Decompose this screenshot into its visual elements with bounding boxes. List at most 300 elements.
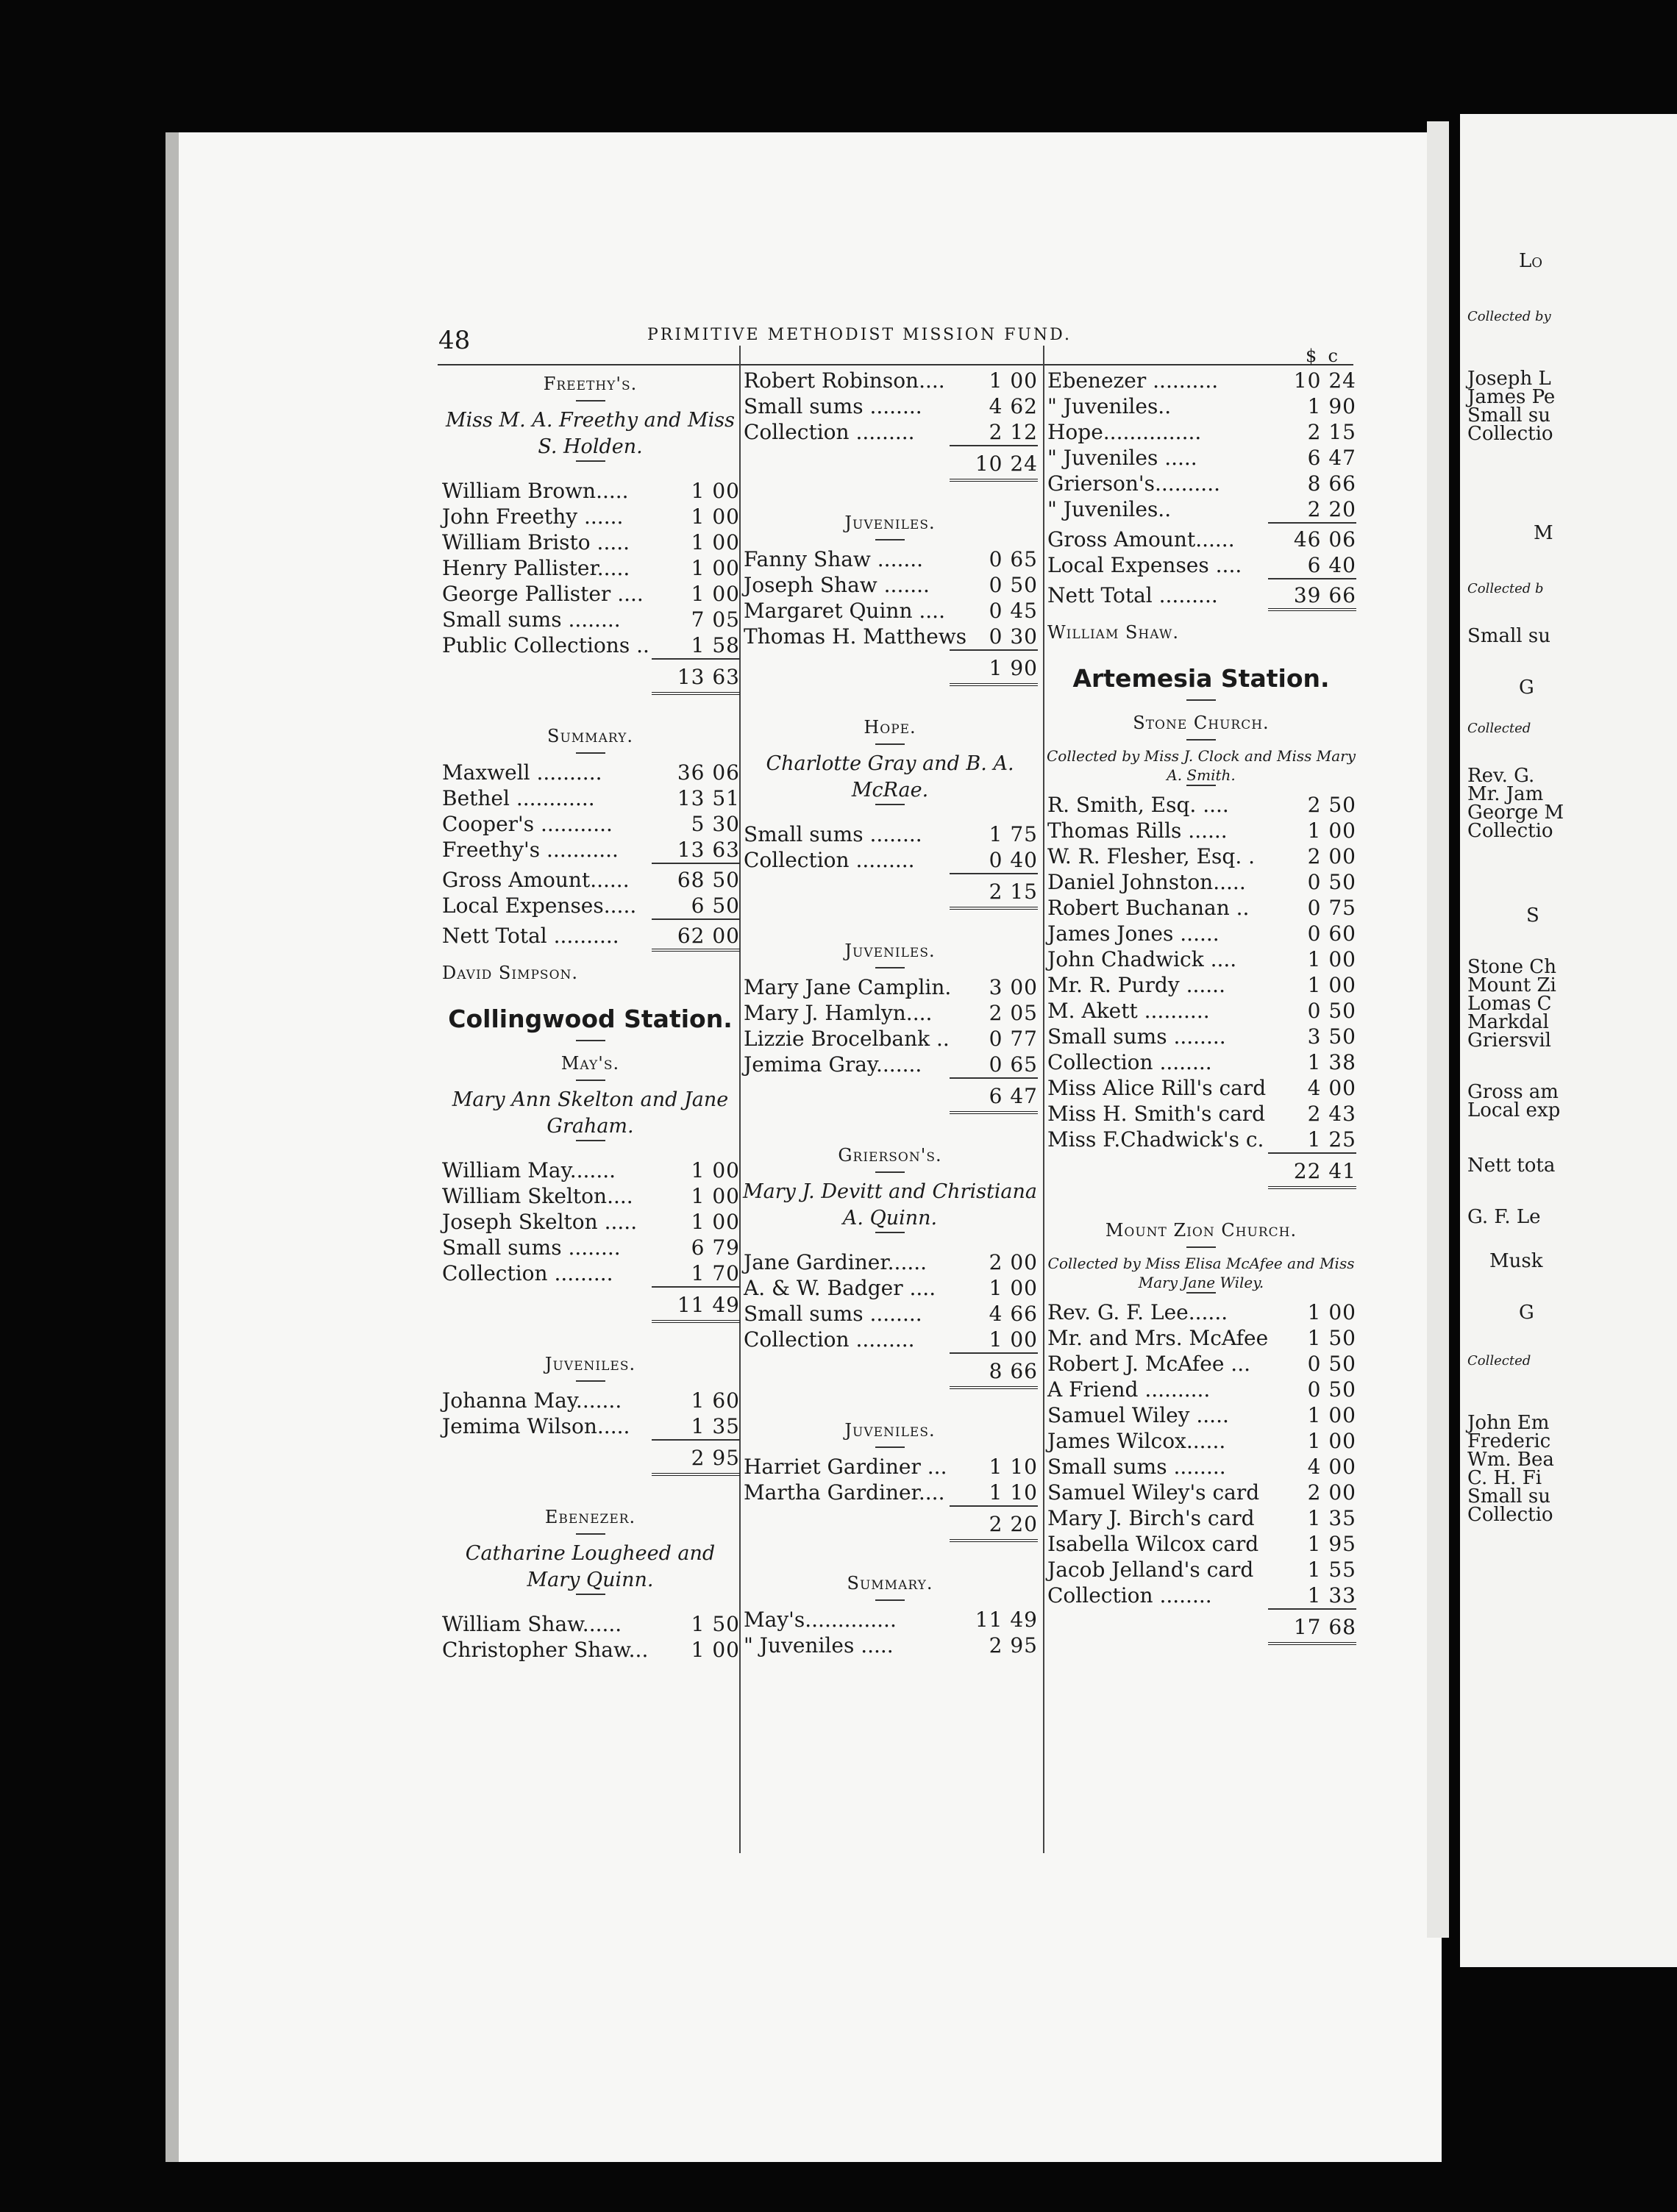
entry-amount: 4 00 <box>1307 1076 1356 1100</box>
entry-row <box>1043 1024 1359 1049</box>
section-dash <box>875 1171 905 1179</box>
entry-name: A. & W. Badger .... <box>744 1276 936 1300</box>
entry-name: Jacob Jelland's card <box>1047 1558 1254 1582</box>
entry-amount: 1 00 <box>1307 818 1356 843</box>
section-dash <box>576 400 605 407</box>
entry-row <box>1043 496 1359 522</box>
right-page-fragment: Small su <box>1467 1485 1550 1508</box>
signature-name: David Simpson. <box>442 963 579 983</box>
entry-name: Johanna May....... <box>442 1388 622 1413</box>
entry-name: " Juveniles ..... <box>744 1633 894 1658</box>
subtotal-row <box>739 1357 1041 1386</box>
subtotal-amount: 10 24 <box>975 452 1038 476</box>
right-page-fragment: Griersvil <box>1467 1030 1551 1052</box>
entry-row <box>1043 1351 1359 1377</box>
subtotal-amount: 17 68 <box>1293 1615 1356 1639</box>
entry-amount: 2 20 <box>1307 497 1356 521</box>
section-dash <box>1186 1292 1216 1299</box>
entry-amount: 0 77 <box>989 1027 1038 1051</box>
section-heading: Mount Zion Church. <box>1105 1220 1297 1241</box>
entry-name: William May....... <box>442 1158 616 1182</box>
right-page-fragment: Joseph L <box>1467 368 1551 390</box>
entry-row <box>739 546 1041 572</box>
section-dash <box>576 460 605 468</box>
right-page-fragment: Musk <box>1489 1250 1543 1272</box>
entry-row <box>438 1611 743 1637</box>
entry-row <box>739 1301 1041 1327</box>
subtotal-double-rule <box>950 1111 1038 1120</box>
right-page-fragment: S <box>1526 905 1539 927</box>
collectors-line: Miss M. A. Freethy and Miss S. Holden. <box>445 409 736 458</box>
entry-row <box>1043 1505 1359 1531</box>
entry-amount: 1 35 <box>1307 1506 1356 1530</box>
section-dash <box>1186 785 1216 792</box>
section-heading: May's. <box>560 1053 620 1074</box>
section-heading: Freethy's. <box>543 374 638 394</box>
entry-amount: 2 43 <box>1307 1102 1356 1126</box>
currency-header <box>1306 346 1338 366</box>
section-dash <box>875 804 905 811</box>
entry-row <box>1043 843 1359 869</box>
right-page-fragment: Gross am <box>1467 1081 1559 1103</box>
entry-name: M. Akett .......... <box>1047 999 1210 1023</box>
entry-row <box>438 785 743 811</box>
entry-amount: 0 30 <box>989 624 1038 649</box>
entry-name: Ebenezer .......... <box>1047 368 1219 393</box>
section-dash <box>576 1594 605 1601</box>
right-page-fragment: John Em <box>1467 1412 1550 1434</box>
entry-amount: 0 40 <box>989 848 1038 872</box>
entry-name: Samuel Wiley's card <box>1047 1480 1260 1505</box>
entry-name: George Pallister .... <box>442 582 644 606</box>
entry-row <box>1043 869 1359 895</box>
spacer <box>739 488 1041 507</box>
section-dash <box>576 1533 605 1541</box>
entry-row <box>739 1275 1041 1301</box>
spacer <box>438 1482 743 1501</box>
entry-amount: 0 60 <box>1307 921 1356 946</box>
entry-name: Miss F.Chadwick's c. <box>1047 1127 1264 1152</box>
entry-amount: 2 05 <box>989 1001 1038 1025</box>
collectors-line: Collected by Miss J. Clock and Miss Mary A. Smith. <box>1046 747 1356 784</box>
right-page-fragment: Collectio <box>1467 820 1553 842</box>
entry-amount: 1 58 <box>691 633 740 657</box>
entry-amount: 0 50 <box>1307 1377 1356 1402</box>
entry-row <box>1043 419 1359 445</box>
entry-amount: 1 00 <box>989 368 1038 393</box>
entry-name: Mary Jane Camplin. <box>744 975 952 999</box>
entry-row <box>739 1000 1041 1026</box>
spacer <box>438 1601 743 1611</box>
entry-amount: 0 65 <box>989 547 1038 571</box>
page-title: PRIMITIVE METHODIST MISSION FUND. <box>647 326 1072 344</box>
entry-name: Joseph Skelton ..... <box>442 1210 638 1234</box>
collectors-line: Mary Ann Skelton and Jane Graham. <box>452 1088 729 1138</box>
entry-amount: 1 33 <box>1307 1583 1356 1608</box>
entry-name: Gross Amount...... <box>442 868 630 892</box>
section-heading: Juveniles. <box>844 1420 936 1441</box>
spacer <box>438 1329 743 1348</box>
entry-name: Nett Total .......... <box>442 924 619 948</box>
entry-row <box>1043 471 1359 496</box>
entry-amount: 2 95 <box>989 1633 1038 1658</box>
subtotal-double-rule <box>652 1473 740 1482</box>
entry-row <box>1043 582 1359 608</box>
spacer <box>739 1548 1041 1567</box>
subtotal-row <box>438 1291 743 1320</box>
entry-row <box>1043 998 1359 1024</box>
subtotal-row <box>739 654 1041 683</box>
entry-amount: 2 15 <box>1307 420 1356 444</box>
entry-amount: 1 00 <box>1307 973 1356 997</box>
entry-amount: 11 49 <box>975 1608 1038 1632</box>
right-page-fragment: Mount Zi <box>1467 974 1556 996</box>
subtotal-double-rule <box>950 1386 1038 1395</box>
entry-name: Collection ........ <box>1047 1050 1212 1074</box>
entry-amount: 13 51 <box>677 786 740 810</box>
entry-row <box>1043 895 1359 921</box>
entry-row <box>1043 1075 1359 1101</box>
section-heading: Stone Church. <box>1133 713 1270 733</box>
entry-amount: 1 00 <box>691 556 740 580</box>
dollar-label: $ <box>1306 346 1317 366</box>
entry-name: Collection ......... <box>744 420 915 444</box>
entry-name: Local Expenses..... <box>442 893 637 918</box>
entry-row <box>438 632 743 658</box>
subtotal-double-rule <box>652 692 740 701</box>
entry-name: Small sums ........ <box>744 822 922 846</box>
entry-row <box>438 1183 743 1209</box>
right-page-fragment: Local exp <box>1467 1099 1561 1121</box>
entry-name: Miss H. Smith's card <box>1047 1102 1266 1126</box>
entry-name: Mary J. Birch's card <box>1047 1506 1255 1530</box>
entry-amount: 0 50 <box>989 573 1038 597</box>
entry-amount: 1 00 <box>691 1210 740 1234</box>
entry-amount: 0 50 <box>1307 1352 1356 1376</box>
spacer <box>739 1120 1041 1139</box>
entry-row <box>1043 1480 1359 1505</box>
entry-name: John Chadwick .... <box>1047 947 1237 971</box>
subtotal-amount: 22 41 <box>1293 1159 1356 1183</box>
entry-amount: 36 06 <box>677 760 740 785</box>
entry-row <box>1043 1531 1359 1557</box>
section-heading: Ebenezer. <box>544 1507 636 1527</box>
section-dash <box>576 1080 605 1087</box>
subtotal-row <box>1043 1613 1359 1642</box>
spacer <box>739 916 1041 935</box>
entry-amount: 1 00 <box>691 479 740 503</box>
entry-row <box>1043 818 1359 843</box>
spacer <box>739 692 1041 711</box>
sum-double-rule <box>1268 608 1356 617</box>
section-dash <box>875 539 905 546</box>
spacer <box>438 988 743 999</box>
entry-row <box>739 419 1041 445</box>
spacer <box>739 811 1041 821</box>
entry-row <box>1043 368 1359 393</box>
entry-row <box>438 867 743 893</box>
right-page-fragment: Collected <box>1467 1353 1531 1369</box>
entry-amount: 4 66 <box>989 1302 1038 1326</box>
spacer <box>1043 648 1359 658</box>
entry-row <box>438 478 743 504</box>
entry-amount: 2 00 <box>1307 1480 1356 1505</box>
entry-name: Maxwell .......... <box>442 760 602 785</box>
entry-name: May's.............. <box>744 1608 897 1632</box>
spacer <box>438 468 743 478</box>
right-page-fragment: Stone Ch <box>1467 956 1556 978</box>
entry-row <box>739 1607 1041 1633</box>
entry-row <box>438 760 743 785</box>
entry-name: Lizzie Brocelbank .. <box>744 1027 950 1051</box>
entry-amount: 2 50 <box>1307 793 1356 817</box>
entry-row <box>438 555 743 581</box>
entry-name: John Freethy ...... <box>442 504 624 529</box>
entry-row <box>1043 921 1359 946</box>
entry-amount: 1 70 <box>691 1261 740 1285</box>
section-dash <box>875 967 905 974</box>
right-page-fragment: Collected <box>1467 721 1531 736</box>
entry-name: Robert Robinson.... <box>744 368 945 393</box>
page-right-partial <box>1460 114 1677 1967</box>
entry-row <box>438 811 743 837</box>
entry-amount: 46 06 <box>1293 527 1356 552</box>
entry-amount: 6 50 <box>691 893 740 918</box>
entry-amount: 13 63 <box>677 838 740 862</box>
entry-name: James Wilcox...... <box>1047 1429 1226 1453</box>
subtotal-double-rule <box>950 479 1038 488</box>
entry-amount: 6 47 <box>1307 446 1356 470</box>
column-3 <box>1043 368 1359 1670</box>
right-page-fragment: Collectio <box>1467 423 1553 445</box>
entry-name: Collection ......... <box>744 1327 915 1352</box>
sum-double-rule <box>652 949 740 957</box>
subtotal-amount: 8 66 <box>989 1359 1038 1383</box>
right-page-fragment: Collectio <box>1467 1504 1553 1526</box>
subtotal-double-rule <box>1268 1642 1356 1651</box>
entry-amount: 1 00 <box>691 1158 740 1182</box>
entry-row <box>438 1209 743 1235</box>
spacer <box>1043 1195 1359 1214</box>
column-1 <box>438 368 743 1663</box>
entry-row <box>438 923 743 949</box>
entry-row <box>739 1249 1041 1275</box>
entry-amount: 1 90 <box>1307 394 1356 418</box>
entry-row <box>1043 946 1359 972</box>
entry-name: Henry Pallister..... <box>442 556 630 580</box>
subtotal-double-rule <box>652 1320 740 1329</box>
collectors-line: Charlotte Gray and B. A. McRae. <box>766 752 1014 802</box>
entry-amount: 1 38 <box>1307 1050 1356 1074</box>
entry-amount: 1 00 <box>1307 1429 1356 1453</box>
entry-name: Samuel Wiley ..... <box>1047 1403 1229 1427</box>
entry-amount: 1 00 <box>691 504 740 529</box>
collectors-line: Collected by Miss Elisa McAfee and Miss Mary Jane Wiley. <box>1047 1255 1355 1291</box>
subtotal-amount: 11 49 <box>677 1293 740 1317</box>
right-page-fragment: Rev. G. <box>1467 765 1535 787</box>
entry-name: William Shaw...... <box>442 1612 622 1636</box>
entry-name: Robert J. McAfee ... <box>1047 1352 1251 1376</box>
entry-amount: 2 00 <box>1307 844 1356 868</box>
right-page-fragment: Small su <box>1467 625 1550 647</box>
entry-row <box>1043 1377 1359 1402</box>
section-heading: Summary. <box>547 726 633 746</box>
entry-name: Rev. G. F. Lee...... <box>1047 1300 1228 1324</box>
entry-amount: 1 00 <box>989 1276 1038 1300</box>
entry-name: Collection ......... <box>744 848 915 872</box>
entry-amount: 1 00 <box>1307 1300 1356 1324</box>
right-page-fragment: Frederic <box>1467 1430 1551 1452</box>
entry-amount: 39 66 <box>1293 583 1356 607</box>
entry-name: Thomas H. Matthews <box>744 624 967 649</box>
right-page-fragment: G <box>1519 1302 1534 1324</box>
section-dash <box>576 752 605 760</box>
entry-name: Fanny Shaw ....... <box>744 547 924 571</box>
entry-amount: 7 05 <box>691 607 740 632</box>
entry-name: Jane Gardiner...... <box>744 1250 927 1274</box>
entry-name: Small sums ........ <box>1047 1024 1226 1049</box>
entry-row <box>438 581 743 607</box>
entry-row <box>739 1454 1041 1480</box>
entry-amount: 1 55 <box>1307 1558 1356 1582</box>
entry-name: Small sums ........ <box>442 1235 621 1260</box>
page-binding-edge <box>1427 121 1449 1938</box>
subtotal-amount: 1 90 <box>989 656 1038 680</box>
entry-name: A Friend .......... <box>1047 1377 1211 1402</box>
right-page-fragment: Mr. Jam <box>1467 783 1544 805</box>
entry-row <box>1043 1049 1359 1075</box>
right-page-fragment: Nett tota <box>1467 1155 1556 1177</box>
subtotal-row <box>438 663 743 692</box>
entry-row <box>438 837 743 863</box>
signature-name: William Shaw. <box>1047 622 1179 643</box>
section-dash <box>875 1599 905 1607</box>
collectors-line: Mary J. Devitt and Christiana A. Quinn. <box>742 1180 1038 1230</box>
section-dash <box>1186 739 1216 746</box>
entry-name: Isabella Wilcox card <box>1047 1532 1259 1556</box>
entry-name: Mr. and Mrs. McAfee <box>1047 1326 1269 1350</box>
section-dash <box>875 1232 905 1239</box>
entry-name: Joseph Shaw ....... <box>744 573 930 597</box>
entry-name: Small sums ........ <box>442 607 621 632</box>
entry-row <box>438 529 743 555</box>
entry-row <box>739 1480 1041 1505</box>
entry-amount: 1 00 <box>1307 1403 1356 1427</box>
right-page-fragment: James Pe <box>1467 386 1556 408</box>
entry-row <box>1043 393 1359 419</box>
entry-name: Bethel ............ <box>442 786 595 810</box>
entry-amount: 8 66 <box>1307 471 1356 496</box>
spacer <box>739 1395 1041 1414</box>
entry-name: Gross Amount...... <box>1047 527 1235 552</box>
entry-name: Nett Total ......... <box>1047 583 1218 607</box>
entry-amount: 2 00 <box>989 1250 1038 1274</box>
subtotal-amount: 2 15 <box>989 880 1038 904</box>
entry-name: William Skelton.... <box>442 1184 633 1208</box>
entry-row <box>438 1637 743 1663</box>
entry-amount: 1 60 <box>691 1388 740 1413</box>
entry-name: Daniel Johnston..... <box>1047 870 1246 894</box>
right-page-fragment: Lomas C <box>1467 993 1552 1015</box>
entry-row <box>438 1157 743 1183</box>
cents-label: c <box>1328 346 1338 366</box>
entry-amount: 1 50 <box>691 1612 740 1636</box>
entry-row <box>739 624 1041 649</box>
entry-row <box>739 1052 1041 1077</box>
entry-amount: 6 79 <box>691 1235 740 1260</box>
entry-name: James Jones ...... <box>1047 921 1220 946</box>
subtotal-double-rule <box>950 1539 1038 1548</box>
entry-row <box>1043 552 1359 578</box>
entry-amount: 3 50 <box>1307 1024 1356 1049</box>
right-page-fragment: G <box>1519 677 1534 699</box>
entry-amount: 1 00 <box>691 1638 740 1662</box>
entry-row <box>438 607 743 632</box>
entry-amount: 0 75 <box>1307 896 1356 920</box>
entry-row <box>739 1633 1041 1658</box>
entry-amount: 1 00 <box>989 1327 1038 1352</box>
entry-name: Cooper's ........... <box>442 812 613 836</box>
right-page-fragment: C. H. Fi <box>1467 1467 1542 1489</box>
entry-amount: 1 95 <box>1307 1532 1356 1556</box>
entry-row <box>739 598 1041 624</box>
section-heading: Juveniles. <box>844 513 936 533</box>
entry-row <box>1043 1101 1359 1127</box>
subtotal-row <box>1043 1157 1359 1186</box>
entry-row <box>739 974 1041 1000</box>
subtotal-double-rule <box>1268 1186 1356 1195</box>
column-2 <box>739 368 1041 1658</box>
collectors-line: Catharine Lougheed and Mary Quinn. <box>465 1542 716 1591</box>
entry-row <box>1043 972 1359 998</box>
entry-row <box>1043 1325 1359 1351</box>
section-heading: Juveniles. <box>844 941 936 961</box>
section-heading: Juveniles. <box>544 1354 636 1374</box>
entry-name: Freethy's ........... <box>442 838 619 862</box>
entry-amount: 4 62 <box>989 394 1038 418</box>
entry-row <box>739 821 1041 847</box>
entry-amount: 3 00 <box>989 975 1038 999</box>
entry-name: Collection ........ <box>1047 1583 1212 1608</box>
section-dash <box>1186 1246 1216 1254</box>
section-heading: Grierson's. <box>838 1145 942 1166</box>
subtotal-row <box>739 877 1041 907</box>
entry-amount: 1 50 <box>1307 1326 1356 1350</box>
entry-row <box>438 893 743 918</box>
spacer <box>438 1147 743 1157</box>
entry-amount: 0 45 <box>989 599 1038 623</box>
entry-name: Grierson's.......... <box>1047 471 1220 496</box>
entry-amount: 0 50 <box>1307 999 1356 1023</box>
entry-amount: 6 40 <box>1307 553 1356 577</box>
entry-amount: 1 10 <box>989 1480 1038 1505</box>
section-dash <box>576 1040 605 1047</box>
entry-amount: 68 50 <box>677 868 740 892</box>
subtotal-amount: 2 95 <box>691 1446 740 1470</box>
section-dash <box>875 743 905 751</box>
entry-amount: 0 65 <box>989 1052 1038 1077</box>
entry-name: Mr. R. Purdy ...... <box>1047 973 1225 997</box>
entry-name: W. R. Flesher, Esq. . <box>1047 844 1256 868</box>
entry-amount: 5 30 <box>691 812 740 836</box>
entry-amount: 62 00 <box>677 924 740 948</box>
entry-row <box>1043 1299 1359 1325</box>
subtotal-amount: 13 63 <box>677 665 740 689</box>
right-page-fragment: George M <box>1467 802 1564 824</box>
entry-amount: 1 00 <box>691 582 740 606</box>
entry-name: R. Smith, Esq. .... <box>1047 793 1229 817</box>
entry-name: Thomas Rills ...... <box>1047 818 1228 843</box>
